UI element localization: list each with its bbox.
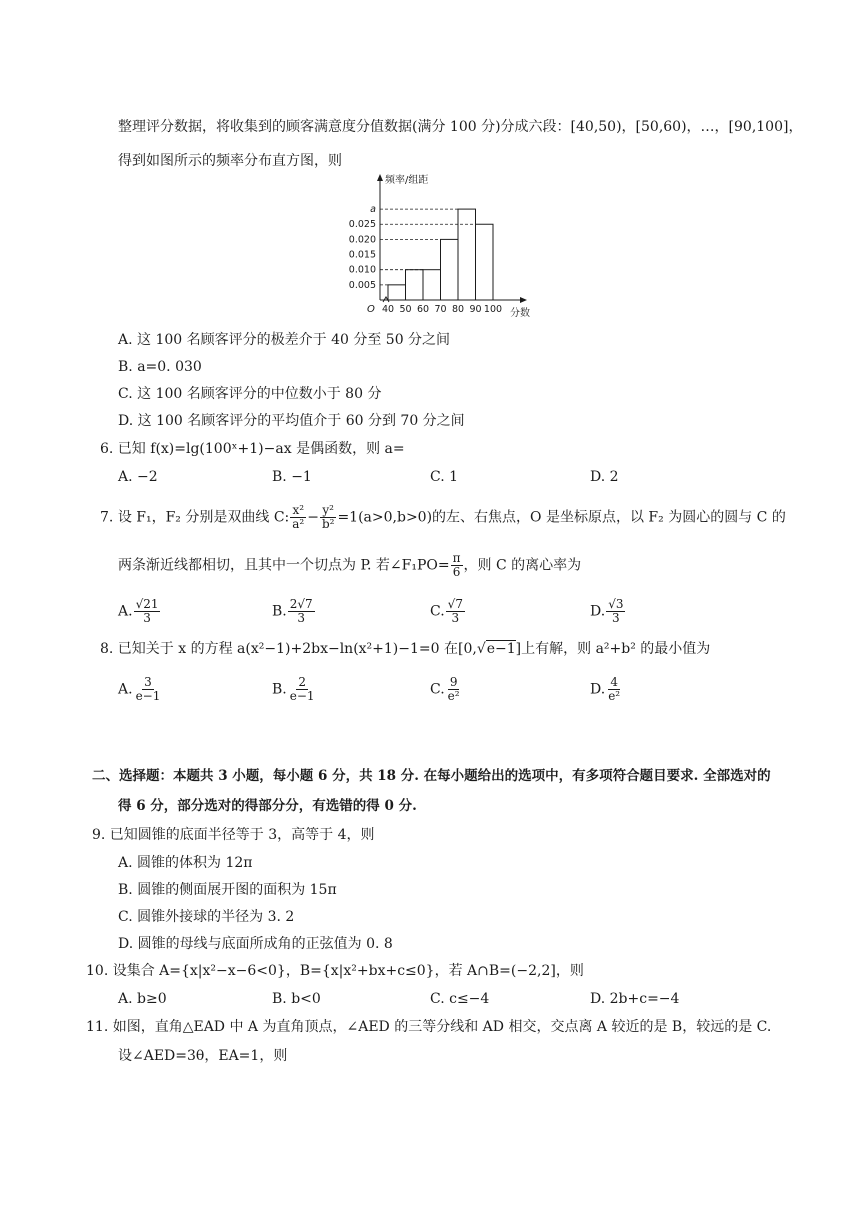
q7-option-b: B. $\frac{2√7}{3}$ bbox=[272, 597, 313, 625]
y-tick-label: 0.010 bbox=[348, 264, 376, 276]
x-tick-label: 60 bbox=[416, 304, 430, 315]
intro-line-2: 得到如图所示的频率分布直方图，则 bbox=[118, 153, 342, 169]
q7-option-d: D. $\frac{√3}{3}$ bbox=[590, 597, 624, 625]
q6-option-c: C. 1 bbox=[430, 469, 459, 485]
q5-option-b: B. a=0. 030 bbox=[118, 359, 202, 375]
q5-option-d: D. 这 100 名顾客评分的平均值介于 60 分到 70 分之间 bbox=[118, 413, 465, 429]
y-axis-arrow bbox=[377, 174, 383, 181]
q7-option-a: A. $\frac{√21}{3}$ bbox=[118, 597, 159, 625]
bar-[60,70) bbox=[423, 270, 441, 300]
x-tick-label: 100 bbox=[483, 304, 503, 315]
y-axis-label: 频率/组距 bbox=[385, 175, 429, 186]
y-tick-label: 0.015 bbox=[348, 249, 376, 261]
q5-option-a: A. 这 100 名顾客评分的极差介于 40 分至 50 分之间 bbox=[118, 332, 451, 348]
q9-option-d: D. 圆锥的母线与底面所成角的正弦值为 0. 8 bbox=[118, 936, 393, 952]
x-tick-label: 40 bbox=[381, 304, 395, 315]
frequency-histogram bbox=[330, 172, 545, 320]
q7-stem-line-2: 两条渐近线都相切，且其中一个切点为 P. 若∠F₁PO= $\frac{\pi}{6}$ ，则 C 的离心率为 bbox=[118, 551, 582, 579]
q7-frac-x: $\frac{\text{x²}}{\text{a²}}$ bbox=[292, 503, 305, 531]
q9-option-b: B. 圆锥的侧面展开图的面积为 15π bbox=[118, 882, 337, 898]
q5-option-c: C. 这 100 名顾客评分的中位数小于 80 分 bbox=[118, 386, 382, 402]
q7-number: 7. bbox=[100, 509, 114, 526]
q11-stem-line-2: 设∠AED=3θ，EA=1，则 bbox=[118, 1048, 288, 1064]
q9-stem: 9. 已知圆锥的底面半径等于 3，高等于 4，则 bbox=[92, 827, 375, 843]
q8-option-d: D. $\frac{4}{\text{e²}}$ bbox=[590, 675, 621, 703]
y-tick-label: 0.025 bbox=[348, 219, 376, 231]
q10-option-a: A. b≥0 bbox=[118, 991, 167, 1007]
q7-stem-line-1: 7. 设 F₁，F₂ 分别是双曲线 C: $\frac{\text{x²}}{\text{a²}}$ − $\frac{\text{y²}}{\text{b²}}$ =1(a>0,b>0)的左、右焦点，O 是坐标原点，以 F₂ 为圆心的圆与 C 的 bbox=[100, 503, 786, 531]
y-tick-label: 0.005 bbox=[348, 279, 376, 291]
q10-option-c: C. c≤−4 bbox=[430, 991, 490, 1007]
x-axis-arrow bbox=[520, 297, 527, 303]
q10-option-d: D. 2b+c=−4 bbox=[590, 991, 680, 1007]
bar-[40,50) bbox=[388, 285, 406, 300]
q8-stem: 8. 已知关于 x 的方程 a(x²−1)+2bx−ln(x²+1)−1=0 在[0,√e−1]上有解，则 a²+b² 的最小值为 bbox=[100, 641, 711, 657]
q10-stem: 10. 设集合 A={x|x²−x−6<0}，B={x|x²+bx+c≤0}，若 A∩B=(−2,2]，则 bbox=[86, 963, 584, 979]
bar-[50,60) bbox=[406, 270, 424, 300]
q6-option-a: A. −2 bbox=[118, 469, 158, 485]
x-tick-label: 90 bbox=[469, 304, 482, 315]
q11-stem-line-1: 11. 如图，直角△EAD 中 A 为直角顶点，∠AED 的三等分线和 AD 相交，交点离 A 较近的是 B，较远的是 C. bbox=[86, 1019, 772, 1035]
x-tick-label: 70 bbox=[434, 304, 447, 315]
q7-frac-pi: $\frac{\pi}{6}$ bbox=[452, 551, 461, 579]
x-axis-label: 分数 bbox=[510, 308, 530, 319]
bar-[90,100] bbox=[476, 224, 494, 300]
q8-option-c: C. $\frac{9}{\text{e²}}$ bbox=[430, 675, 460, 703]
q7-post: =1(a>0,b>0)的左、右焦点，O 是坐标原点，以 F₂ 为圆心的圆与 C 的 bbox=[337, 509, 786, 526]
q10-option-b: B. b<0 bbox=[272, 991, 321, 1007]
q7-frac-y: $\frac{\text{y²}}{\text{b²}}$ bbox=[321, 503, 335, 531]
x-tick-label: 50 bbox=[399, 304, 412, 315]
q6-stem: 6. 已知 f(x)=lg(100ˣ+1)−ax 是偶函数，则 a= bbox=[100, 441, 405, 457]
q6-option-d: D. 2 bbox=[590, 469, 619, 485]
q7-option-c: C. $\frac{√7}{3}$ bbox=[430, 597, 463, 625]
section2-heading-line-2: 得 6 分，部分选对的得部分分，有选错的得 0 分. bbox=[118, 798, 417, 814]
q9-option-a: A. 圆锥的体积为 12π bbox=[118, 855, 253, 871]
origin-label: O bbox=[367, 304, 375, 315]
y-tick-label: 0.020 bbox=[348, 234, 376, 246]
section2-heading-line-1: 二、选择题：本题共 3 小题，每小题 6 分，共 18 分. 在每小题给出的选项中，有多项符合题目要求. 全部选对的 bbox=[92, 768, 771, 784]
q8-option-a: A. $\frac{3}{e-1}$ bbox=[118, 675, 161, 703]
q8-option-b: B. $\frac{2}{e-1}$ bbox=[272, 675, 315, 703]
bar-[70,80) bbox=[441, 239, 459, 300]
intro-line-1: 整理评分数据，将收集到的顾客满意度分值数据(满分 100 分)分成六段：[40,50)，[50,60)，…，[90,100]， bbox=[118, 119, 803, 135]
q9-option-c: C. 圆锥外接球的半径为 3. 2 bbox=[118, 909, 295, 925]
bar-[80,90) bbox=[458, 209, 476, 300]
y-tick-label: a bbox=[370, 204, 376, 216]
q6-option-b: B. −1 bbox=[272, 469, 312, 485]
q7-pre: 设 F₁，F₂ 分别是双曲线 C: bbox=[117, 509, 290, 526]
x-tick-label: 80 bbox=[451, 304, 465, 315]
